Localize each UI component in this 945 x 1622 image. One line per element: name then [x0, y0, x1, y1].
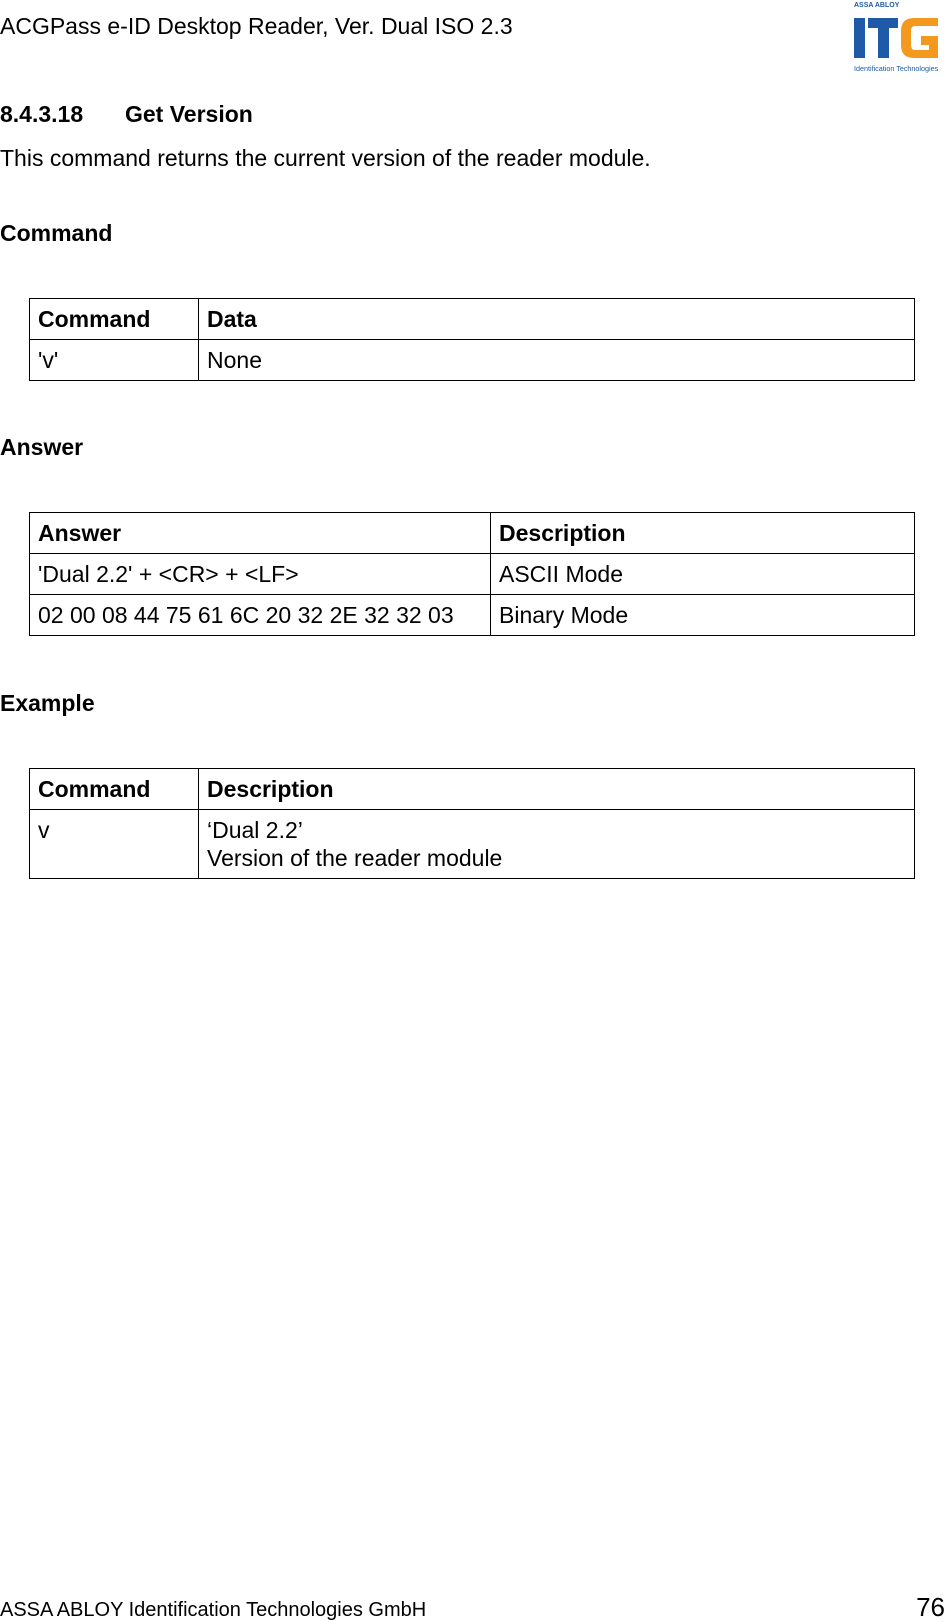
table-header-row [30, 513, 915, 554]
column-header: Answer [30, 513, 491, 554]
answer-table [29, 512, 915, 636]
table-cell: v [30, 810, 199, 879]
section-number: 8.4.3.18 [0, 101, 84, 127]
logo-identification-text: Identification Technologies [854, 64, 939, 73]
section-heading [0, 100, 253, 128]
page-number: 76 [916, 1592, 945, 1622]
table-cell: 'v' [30, 340, 199, 381]
column-header: Command [30, 299, 199, 340]
table-header-row [30, 299, 915, 340]
column-header: Description [199, 769, 915, 810]
table-row [30, 595, 915, 636]
itg-logo [852, 0, 945, 76]
column-header: Data [199, 299, 915, 340]
column-header: Description [491, 513, 915, 554]
command-heading: Command [0, 220, 113, 246]
table-row [30, 810, 915, 879]
column-header: Command [30, 769, 199, 810]
logo-assa-abloy-text: ASSA ABLOY [854, 2, 900, 9]
example-table [29, 768, 915, 879]
table-row [30, 340, 915, 381]
section-intro: This command returns the current version of the reader module. [0, 145, 651, 171]
document-header-title: ACGPass e-ID Desktop Reader, Ver. Dual ISO 2.3 [0, 13, 513, 39]
table-row [30, 554, 915, 595]
table-header-row [30, 769, 915, 810]
table-cell: 'Dual 2.2' + <CR> + <LF> [30, 554, 491, 595]
table-cell: None [199, 340, 915, 381]
example-description: Version of the reader module [207, 845, 503, 871]
command-table [29, 298, 915, 381]
footer-company: ASSA ABLOY Identification Technologies GmbH [0, 1599, 427, 1621]
table-cell [199, 810, 915, 879]
example-heading: Example [0, 690, 95, 716]
itg-logo-icon [852, 0, 945, 76]
table-cell: Binary Mode [491, 595, 915, 636]
table-cell: ASCII Mode [491, 554, 915, 595]
answer-heading: Answer [0, 434, 84, 460]
table-cell: 02 00 08 44 75 61 6C 20 32 2E 32 32 03 [30, 595, 491, 636]
section-title: Get Version [125, 101, 253, 127]
example-return-value: ‘Dual 2.2’ [207, 817, 303, 843]
